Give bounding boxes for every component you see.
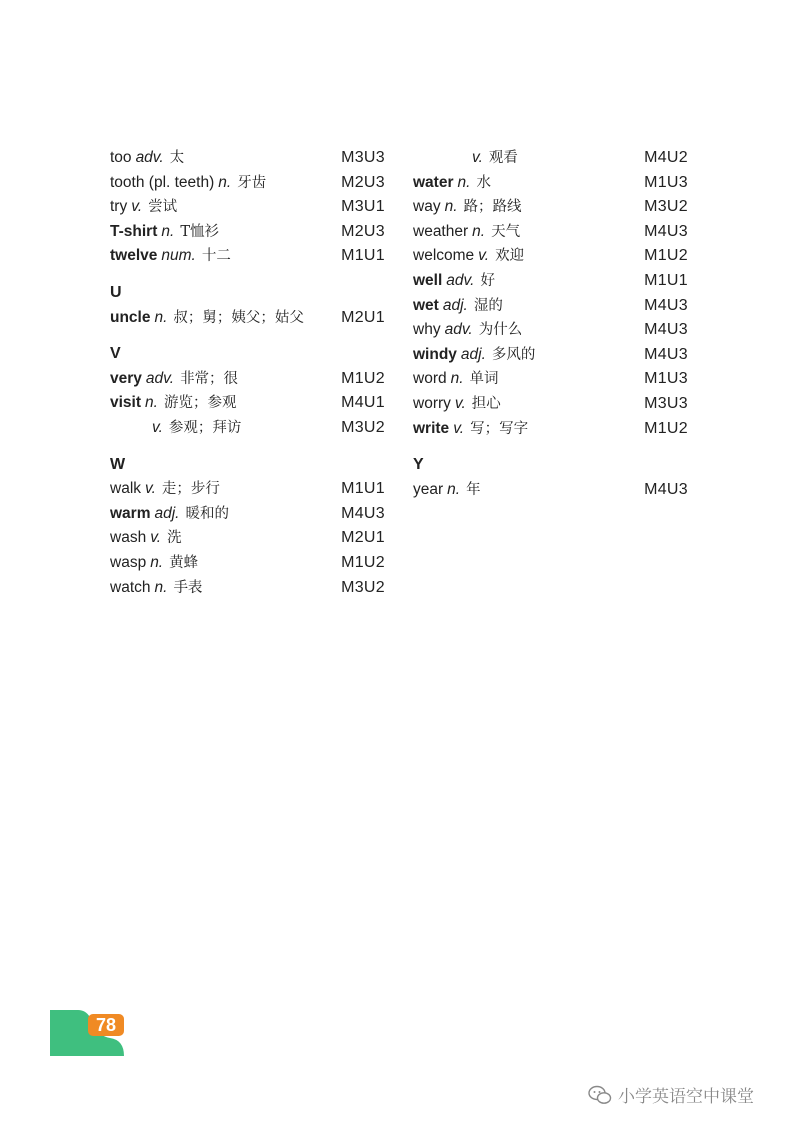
glossary-entry — [110, 306, 385, 331]
entry-translation: 水 — [476, 174, 491, 191]
entry-translation: 天气 — [491, 223, 521, 240]
entry-part-of-speech: v. — [150, 529, 162, 547]
entry-unit-code: M2U1 — [341, 308, 385, 326]
entry-translation: 多风的 — [491, 346, 536, 363]
glossary-entry — [413, 269, 688, 294]
entry-part-of-speech: n. — [450, 370, 464, 388]
glossary-column-left — [110, 146, 385, 600]
entry-translation: 参观；拜访 — [168, 419, 242, 436]
entry-unit-code: M2U3 — [341, 222, 385, 240]
entry-translation: 走；步行 — [161, 481, 220, 498]
glossary-entry — [413, 318, 688, 343]
entry-translation: 路；路线 — [463, 199, 522, 216]
glossary-entry — [413, 146, 688, 171]
entry-translation: 黄蜂 — [169, 554, 199, 571]
entry-part-of-speech: n. — [218, 173, 232, 191]
entry-part-of-speech: v. — [454, 394, 466, 412]
entry-plural-note: (pl. teeth) — [144, 173, 215, 191]
page-number-tab — [50, 1010, 125, 1056]
entry-part-of-speech: v. — [478, 247, 490, 265]
section-letter: V — [110, 345, 121, 363]
entry-part-of-speech: adv. — [444, 321, 473, 339]
entry-translation: 十二 — [201, 248, 231, 265]
entry-unit-code: M1U2 — [644, 247, 688, 265]
entry-word: watch — [110, 578, 151, 596]
entry-word: way — [413, 198, 441, 216]
entry-word: water — [413, 173, 454, 191]
entry-unit-code: M4U3 — [644, 321, 688, 339]
glossary-entry — [413, 195, 688, 220]
entry-unit-code: M3U2 — [341, 578, 385, 596]
entry-translation: 写；写字 — [470, 420, 529, 437]
entry-translation: 叔；舅；姨父；姑父 — [173, 309, 304, 326]
entry-word: year — [413, 480, 444, 498]
entry-word: uncle — [110, 308, 151, 326]
entry-word: windy — [413, 345, 457, 363]
glossary-entry — [110, 146, 385, 171]
entry-unit-code: M1U2 — [341, 553, 385, 571]
entry-word: well — [413, 271, 443, 289]
entry-unit-code: M1U2 — [341, 369, 385, 387]
entry-part-of-speech: n. — [150, 553, 164, 571]
entry-unit-code: M4U3 — [644, 345, 688, 363]
entry-translation: T恤衫 — [180, 223, 219, 240]
entry-word: tooth — [110, 173, 145, 191]
entry-word: visit — [110, 394, 142, 412]
entry-word: write — [413, 419, 450, 437]
entry-unit-code: M1U1 — [644, 271, 688, 289]
entry-part-of-speech: n. — [444, 198, 458, 216]
glossary-entry — [110, 416, 385, 441]
entry-translation: 好 — [480, 272, 495, 289]
entry-translation: 观看 — [488, 150, 518, 166]
entry-translation: 担心 — [471, 395, 501, 412]
entry-word: try — [110, 198, 128, 216]
entry-translation: 湿的 — [473, 297, 503, 314]
glossary-entry — [413, 478, 688, 503]
glossary-entry — [413, 294, 688, 319]
glossary-entry — [110, 477, 385, 502]
entry-unit-code: M4U1 — [341, 394, 385, 412]
entry-translation: 欢迎 — [495, 248, 525, 265]
entry-translation: 单词 — [469, 371, 499, 388]
watermark — [588, 1082, 754, 1107]
entry-unit-code: M3U3 — [341, 149, 385, 166]
section-letter: Y — [413, 456, 424, 474]
entry-word: wash — [110, 529, 147, 547]
entry-word: welcome — [413, 247, 475, 265]
entry-translation: 为什么 — [478, 322, 523, 339]
entry-unit-code: M3U3 — [644, 394, 688, 412]
glossary-entry — [110, 502, 385, 527]
glossary-entry — [413, 220, 688, 245]
glossary-entry — [110, 391, 385, 416]
glossary-column-right — [413, 146, 688, 502]
glossary-entry — [413, 392, 688, 417]
entry-part-of-speech: adv. — [446, 271, 475, 289]
entry-translation: 太 — [169, 150, 185, 166]
glossary-entry — [110, 526, 385, 551]
entry-translation: 牙齿 — [237, 174, 267, 191]
glossary-entry — [413, 417, 688, 442]
entry-unit-code: M1U2 — [644, 419, 688, 437]
glossary-entry — [110, 367, 385, 392]
entry-part-of-speech: v. — [453, 419, 465, 437]
entry-translation: 手表 — [173, 579, 203, 596]
glossary-entry — [110, 244, 385, 269]
entry-word: warm — [110, 504, 151, 522]
entry-unit-code: M2U1 — [341, 529, 385, 547]
entry-unit-code: M3U1 — [341, 198, 385, 216]
entry-unit-code: M3U2 — [644, 198, 688, 216]
glossary-entry — [413, 171, 688, 196]
entry-part-of-speech: n. — [154, 308, 168, 326]
watermark-text: 小学英语空中课堂 — [618, 1087, 754, 1107]
entry-part-of-speech: num. — [161, 247, 196, 265]
glossary-entry — [110, 171, 385, 196]
entry-word: T-shirt — [110, 222, 158, 240]
entry-word: twelve — [110, 247, 158, 265]
entry-unit-code: M4U3 — [644, 296, 688, 314]
entry-part-of-speech: v. — [131, 198, 143, 216]
entry-translation: 游览；参观 — [163, 395, 237, 412]
entry-part-of-speech: n. — [457, 173, 471, 191]
entry-part-of-speech: adj. — [442, 296, 468, 314]
entry-word: wet — [413, 296, 439, 314]
entry-part-of-speech: n. — [447, 480, 461, 498]
entry-word: too — [110, 149, 132, 166]
wechat-icon — [588, 1085, 612, 1105]
entry-translation: 年 — [466, 481, 481, 498]
entry-unit-code: M4U2 — [644, 149, 688, 166]
entry-part-of-speech: v. — [472, 149, 483, 166]
entry-unit-code: M1U1 — [341, 480, 385, 498]
entry-unit-code: M3U2 — [341, 418, 385, 436]
entry-unit-code: M1U1 — [341, 247, 385, 265]
entry-unit-code: M1U3 — [644, 370, 688, 388]
entry-part-of-speech: n. — [472, 222, 486, 240]
entry-word: weather — [413, 222, 469, 240]
entry-word: why — [413, 321, 441, 339]
entry-part-of-speech: v. — [145, 480, 156, 498]
entry-part-of-speech: adj. — [154, 504, 180, 522]
glossary-entry — [110, 195, 385, 220]
glossary-entry — [413, 244, 688, 269]
entry-word: wasp — [110, 553, 147, 571]
entry-part-of-speech: v. — [152, 418, 163, 436]
entry-part-of-speech: n. — [161, 222, 175, 240]
entry-unit-code: M2U3 — [341, 173, 385, 191]
entry-part-of-speech: adv. — [145, 369, 175, 387]
entry-word: word — [413, 370, 447, 388]
entry-translation: 暖和的 — [185, 505, 229, 522]
entry-word: worry — [413, 394, 451, 412]
glossary-entry — [110, 551, 385, 576]
entry-translation: 尝试 — [148, 199, 178, 216]
entry-unit-code: M4U3 — [644, 222, 688, 240]
glossary-entry — [413, 343, 688, 368]
section-letter: U — [110, 283, 122, 301]
glossary-entry — [413, 367, 688, 392]
entry-unit-code: M4U3 — [341, 504, 385, 522]
entry-unit-code: M1U3 — [644, 173, 688, 191]
page-number: 78 — [88, 1014, 124, 1036]
entry-unit-code: M4U3 — [644, 480, 688, 498]
entry-part-of-speech: n. — [154, 578, 168, 596]
entry-word: very — [110, 369, 142, 387]
entry-translation: 非常；很 — [180, 370, 239, 387]
entry-translation: 洗 — [167, 530, 182, 547]
glossary-entry — [110, 220, 385, 245]
entry-part-of-speech: n. — [145, 394, 158, 412]
glossary-entry — [110, 576, 385, 601]
entry-part-of-speech: adj. — [460, 345, 486, 363]
entry-part-of-speech: adv. — [135, 149, 164, 166]
entry-word: walk — [110, 480, 142, 498]
section-letter: W — [110, 455, 126, 473]
